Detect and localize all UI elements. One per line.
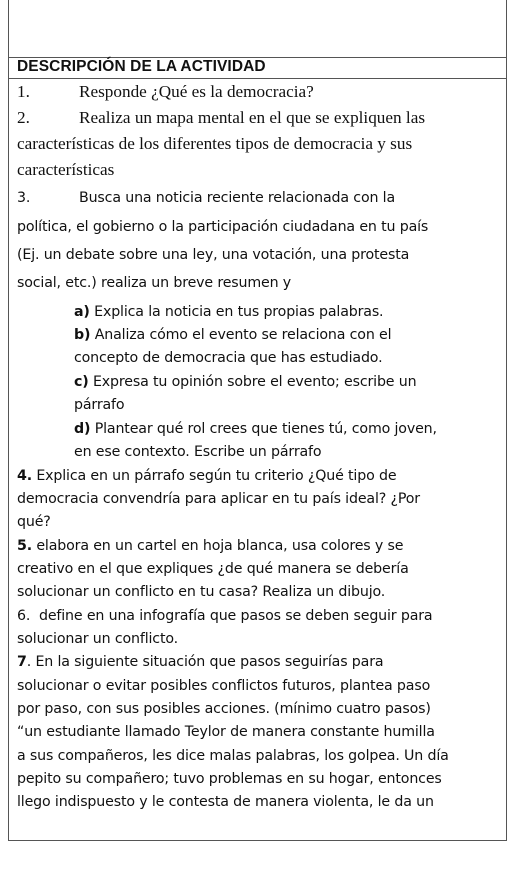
item-number: 3. bbox=[17, 190, 31, 206]
subitem-label: d) bbox=[74, 421, 91, 437]
item-7 bbox=[17, 650, 383, 674]
subitem-text-line: en ese contexto. Escribe un párrafo bbox=[74, 444, 322, 460]
item-2 bbox=[17, 106, 425, 130]
item-number: 6. bbox=[17, 608, 31, 624]
subitem-d bbox=[74, 417, 437, 441]
table-row-divider bbox=[8, 78, 507, 79]
item-text-line: pepito su compañero; tuvo problemas en su hogar, entonces bbox=[17, 771, 442, 787]
subitem-label: b) bbox=[74, 327, 91, 343]
subitem-label: c) bbox=[74, 374, 89, 390]
item-text-line: (Ej. un debate sobre una ley, una votación, una protesta bbox=[17, 247, 410, 263]
item-text-line: creativo en el que expliques ¿de qué manera se debería bbox=[17, 561, 409, 577]
item-text-line: por paso, con sus posibles acciones. (mínimo cuatro pasos) bbox=[17, 701, 431, 717]
item-number: 5. bbox=[17, 538, 32, 554]
subitem-text-line: párrafo bbox=[74, 397, 125, 413]
item-text: Realiza un mapa mental en el que se expliquen las bbox=[79, 108, 426, 127]
item-text: Busca una noticia reciente relacionada con la bbox=[79, 190, 396, 206]
subitem-text: Analiza cómo el evento se relaciona con el bbox=[94, 327, 392, 343]
subitem-text: Plantear qué rol crees que tienes tú, como joven, bbox=[94, 421, 437, 437]
subitem-c bbox=[74, 370, 416, 394]
item-text: elabora en un cartel en hoja blanca, usa colores y se bbox=[36, 538, 404, 554]
item-text-line: llego indispuesto y le contesta de manera violenta, le da un bbox=[17, 794, 434, 810]
item-text-line: a sus compañeros, les dice malas palabras, los golpea. Un día bbox=[17, 748, 449, 764]
item-4 bbox=[17, 464, 396, 488]
table-bottom-border bbox=[8, 840, 507, 841]
subitem-label: a) bbox=[74, 304, 90, 320]
item-text-line: democracia convendría para aplicar en tu país ideal? ¿Por bbox=[17, 491, 420, 507]
item-text-line: qué? bbox=[17, 514, 51, 530]
subitem-text: Explica la noticia en tus propias palabras. bbox=[94, 304, 384, 320]
item-text-line: solucionar o evitar posibles conflictos futuros, plantea paso bbox=[17, 678, 431, 694]
item-3 bbox=[17, 186, 395, 210]
item-text: Explica en un párrafo según tu criterio ¿Qué tipo de bbox=[36, 468, 397, 484]
item-text-line: características de los diferentes tipos de democracia y sus bbox=[17, 134, 413, 153]
item-5 bbox=[17, 534, 403, 558]
item-6 bbox=[17, 604, 432, 628]
subitem-a bbox=[74, 300, 383, 324]
item-text-line: “un estudiante llamado Teylor de manera constante humilla bbox=[17, 724, 435, 740]
item-number: 2. bbox=[17, 108, 30, 127]
subitem-text-line: concepto de democracia que has estudiado. bbox=[74, 350, 383, 366]
item-text: define en una infografía que pasos se deben seguir para bbox=[38, 608, 433, 624]
item-text-line: solucionar un conflicto. bbox=[17, 631, 179, 647]
item-number: 1. bbox=[17, 82, 30, 101]
item-text-line: política, el gobierno o la participación ciudadana en tu país bbox=[17, 219, 429, 235]
item-text: Responde ¿Qué es la democracia? bbox=[79, 82, 314, 101]
item-text-line: características bbox=[17, 160, 115, 179]
subitem-text: Expresa tu opinión sobre el evento; escribe un bbox=[92, 374, 417, 390]
subitem-b bbox=[74, 323, 391, 347]
item-text-line: social, etc.) realiza un breve resumen y bbox=[17, 275, 292, 291]
item-number: 7 bbox=[17, 654, 27, 670]
item-1 bbox=[17, 80, 314, 104]
item-text: . En la siguiente situación que pasos seguirías para bbox=[26, 654, 384, 670]
item-text-line: solucionar un conflicto en tu casa? Realiza un dibujo. bbox=[17, 584, 386, 600]
activity-heading: DESCRIPCIÓN DE LA ACTIVIDAD bbox=[17, 58, 266, 75]
item-number: 4. bbox=[17, 468, 32, 484]
